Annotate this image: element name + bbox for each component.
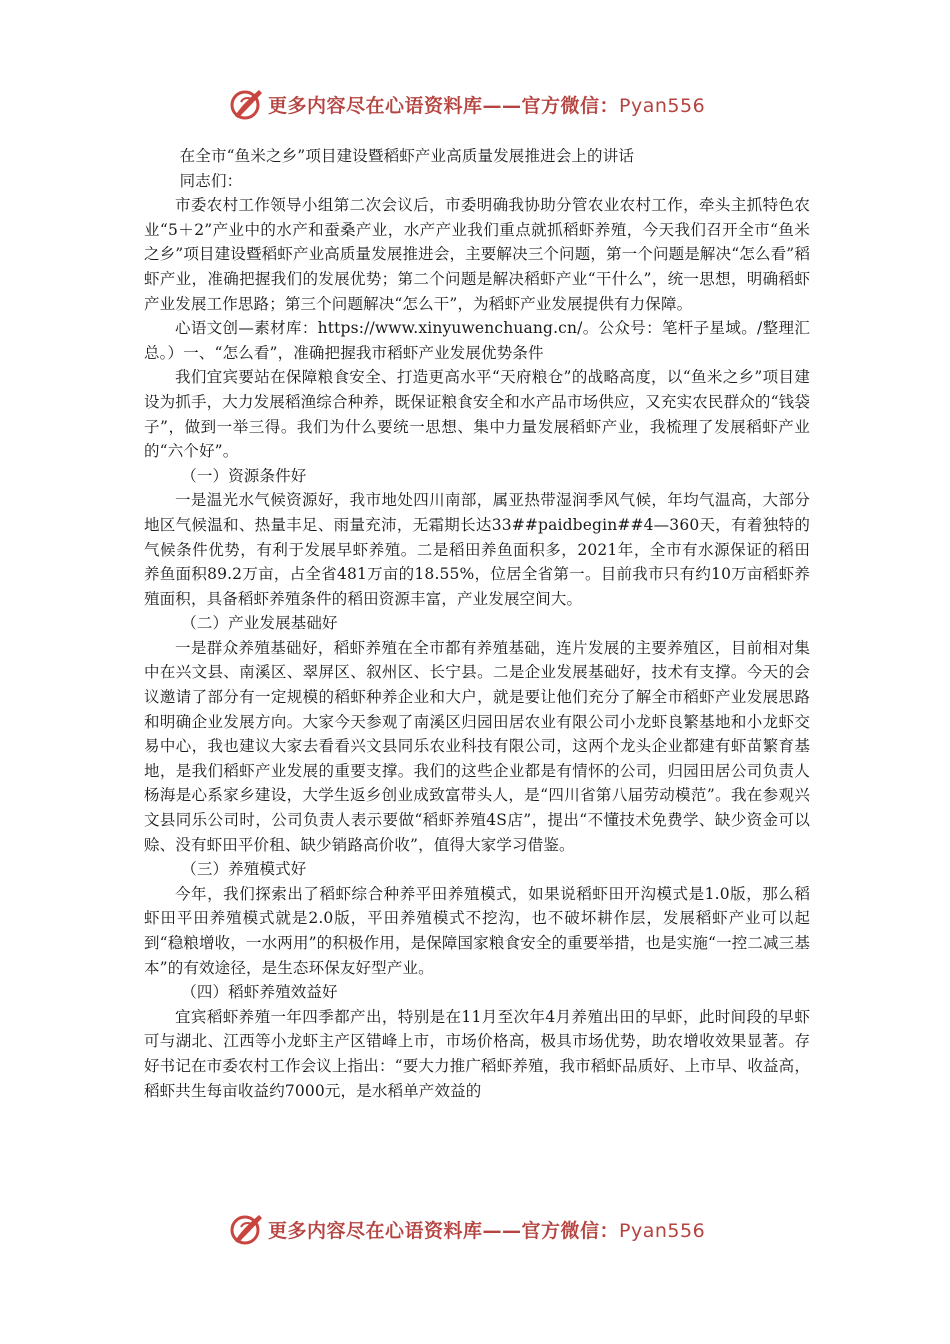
section-heading-4: （四）稻虾养殖效益好 bbox=[181, 983, 338, 1002]
paragraph-benefits: 宜宾稻虾养殖一年四季都产出，特别是在11月至次年4月养殖出田的早虾，此时间段的早虾可与湖北、江西等小龙虾主产区错峰上市，市场价格高，极具市场优势，助农增收效果显著。存好书记在市委农村工作会议上指出：“要大力推广稻虾养殖，我市稻虾品质好、上市早、收益高，稻虾共生每亩收益约7000元，是水稻单产效益的 bbox=[144, 1007, 810, 1100]
pen-logo-icon bbox=[226, 84, 266, 124]
banner-text bbox=[268, 91, 705, 118]
banner-label: 更多内容尽在心语资料库——官方微信： bbox=[268, 1220, 620, 1242]
salutation: 同志们： bbox=[179, 171, 243, 190]
footer-watermark-banner bbox=[0, 1207, 950, 1251]
document-title: 在全市“鱼米之乡”项目建设暨稻虾产业高质量发展推进会上的讲话 bbox=[179, 147, 634, 165]
banner-wechat-id: Pyan556 bbox=[619, 95, 706, 117]
paragraph-source-note: 心语文创—素材库：https://www.xinyuwenchuang.cn/。公众号：笔杆子星域。/整理汇总。）一、“怎么看”，准确把握我市稻虾产业发展优势条件 bbox=[144, 319, 810, 362]
paragraph-intro: 市委农村工作领导小组第二次会议后，市委明确我协助分管农业农村工作，牵头主抓特色农业“5＋2”产业中的水产和蚕桑产业，水产产业我们重点就抓稻虾养殖，今天我们召开全市“鱼米之乡”项目建设暨稻虾产业高质量发展推进会，主要解决三个问题，第一个问题是解决“怎么看”稻虾产业，准确把握我们的发展优势；第二个问题是解决稻虾产业“干什么”，统一思想，明确稻虾产业发展工作思路；第三个问题解决“怎么干”，为稻虾产业发展提供有力保障。 bbox=[144, 196, 810, 313]
section-heading-3: （三）养殖模式好 bbox=[181, 860, 307, 879]
banner-text bbox=[268, 1216, 705, 1243]
paragraph-industry-base: 一是群众养殖基础好，稻虾养殖在全市都有养殖基础，连片发展的主要养殖区，目前相对集中在兴文县、南溪区、翠屏区、叙州区、长宁县。二是企业发展基础好，技术有支撑。今天的会议邀请了部分有一定规模的稻虾种养企业和大户，就是要让他们充分了解全市稻虾产业发展思路和明确企业发展方向。大家今天参观了南溪区归园田居农业有限公司小龙虾良繁基地和小龙虾交易中心，我也建议大家去看看兴文县同乐农业科技有限公司，这两个龙头企业都建有虾苗繁育基地，是我们稻虾产业发展的重要支撑。我们的这些企业都是有情怀的公司，归园田居公司负责人杨海是心系家乡建设，大学生返乡创业成致富带头人，是“四川省第八届劳动模范”。我在参观兴文县同乐公司时，公司负责人表示要做“稻虾养殖4S店”，提出“不懂技术免费学、缺少资金可以赊、没有虾田平价租、缺少销路高价收”，值得大家学习借鉴。 bbox=[144, 638, 810, 854]
paragraph-overview: 我们宜宾要站在保障粮食安全、打造更高水平“天府粮仓”的战略高度，以“鱼米之乡”项目建设为抓手，大力发展稻渔综合种养，既保证粮食安全和水产品市场供应，又充实农民群众的“钱袋子”，做到一举三得。我们为什么要统一思想、集中力量发展稻虾产业，我梳理了发展稻虾产业的“六个好”。 bbox=[144, 368, 810, 461]
banner-label: 更多内容尽在心语资料库——官方微信： bbox=[268, 95, 620, 117]
header-watermark-banner bbox=[0, 82, 950, 126]
section-heading-1: （一）资源条件好 bbox=[181, 466, 307, 485]
pen-logo-icon bbox=[226, 1209, 266, 1249]
paragraph-farming-mode: 今年，我们探索出了稻虾综合种养平田养殖模式，如果说稻虾田开沟模式是1.0版，那么稻虾田平田养殖模式就是2.0版，平田养殖模式不挖沟，也不破坏耕作层，发展稻虾产业可以起到“稳粮增收，一水两用”的积极作用，是保障国家粮食安全的重要举措，也是实施“一控二减三基本”的有效途径，是生态环保友好型产业。 bbox=[144, 884, 810, 977]
banner-wechat-id: Pyan556 bbox=[619, 1220, 706, 1242]
document-body bbox=[144, 144, 810, 1103]
section-heading-2: （二）产业发展基础好 bbox=[181, 614, 338, 633]
paragraph-resources: 一是温光水气候资源好，我市地处四川南部，属亚热带湿润季风气候，年均气温高，大部分地区气候温和、热量丰足、雨量充沛，无霜期长达33##paidbegin##4—360天，有着独特的气候条件优势，有利于发展早虾养殖。二是稻田养鱼面积多，2021年，全市有水源保证的稻田养鱼面积89.2万亩，占全省481万亩的18.55%，位居全省第一。目前我市只有约10万亩稻虾养殖面积，具备稻虾养殖条件的稻田资源丰富，产业发展空间大。 bbox=[144, 491, 810, 608]
